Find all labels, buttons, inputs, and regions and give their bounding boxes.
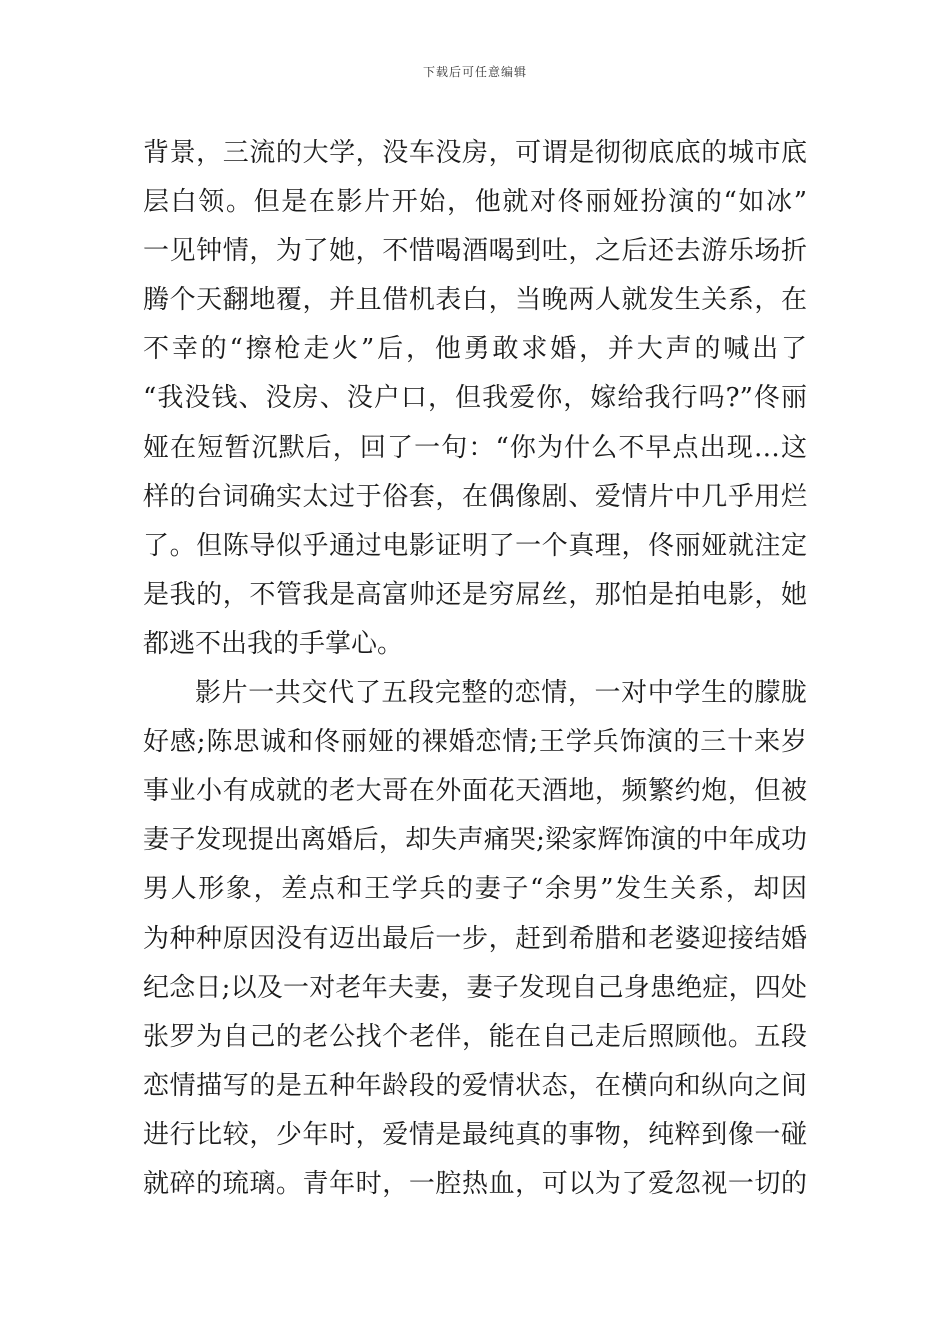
text-line: 是我的，不管我是高富帅还是穷屌丝，那怕是拍电影，她 [143, 579, 807, 610]
text-line: 样的台词确实太过于俗套，在偶像剧、爱情片中几乎用烂 [143, 481, 807, 512]
text-line: 背景，三流的大学，没车没房，可谓是彻彻底底的城市底 [143, 138, 807, 168]
body-text [143, 129, 807, 1209]
text-line: 纪念日;以及一对老年夫妻，妻子发现自己身患绝症，四处 [143, 972, 807, 1003]
paragraph-first-line: 影片一共交代了五段完整的恋情，一对中学生的朦胧 [195, 678, 807, 709]
text-line: 一见钟情，为了她，不惜喝酒喝到吐，之后还去游乐场折 [143, 236, 807, 267]
text-line: 就碎的琉璃。青年时，一腔热血，可以为了爱忽视一切的 [143, 1168, 807, 1199]
text-line: 层白领。但是在影片开始，他就对佟丽娅扮演的“如冰” [143, 187, 807, 218]
text-line: 恋情描写的是五种年龄段的爱情状态，在横向和纵向之间 [143, 1070, 807, 1101]
text-line: 娅在短暂沉默后，回了一句：“你为什么不早点出现…这 [143, 432, 807, 463]
text-line: 事业小有成就的老大哥在外面花天酒地，频繁约炮，但被 [143, 776, 807, 807]
text-line: 张罗为自己的老公找个老伴，能在自己走后照顾他。五段 [143, 1021, 807, 1052]
text-line: “我没钱、没房、没户口，但我爱你，嫁给我行吗?”佟丽 [143, 383, 807, 414]
text-line: 为种种原因没有迈出最后一步，赶到希腊和老婆迎接结婚 [143, 923, 807, 954]
text-line: 男人形象，差点和王学兵的妻子“余男”发生关系，却因 [143, 874, 807, 905]
text-line: 腾个天翻地覆，并且借机表白，当晚两人就发生关系，在 [143, 285, 807, 316]
text-line: 了。但陈导似乎通过电影证明了一个真理，佟丽娅就注定 [143, 530, 807, 561]
page-header: 下载后可任意编辑 [422, 65, 527, 79]
text-line: 不幸的“擦枪走火”后，他勇敢求婚，并大声的喊出了 [143, 334, 807, 365]
text-line: 好感;陈思诚和佟丽娅的裸婚恋情;王学兵饰演的三十来岁 [143, 727, 807, 758]
paragraph-end-line: 都逃不出我的手掌心。 [143, 628, 404, 659]
text-line: 进行比较，少年时，爱情是最纯真的事物，纯粹到像一碰 [143, 1119, 807, 1150]
text-line: 妻子发现提出离婚后，却失声痛哭;梁家辉饰演的中年成功 [143, 825, 807, 856]
